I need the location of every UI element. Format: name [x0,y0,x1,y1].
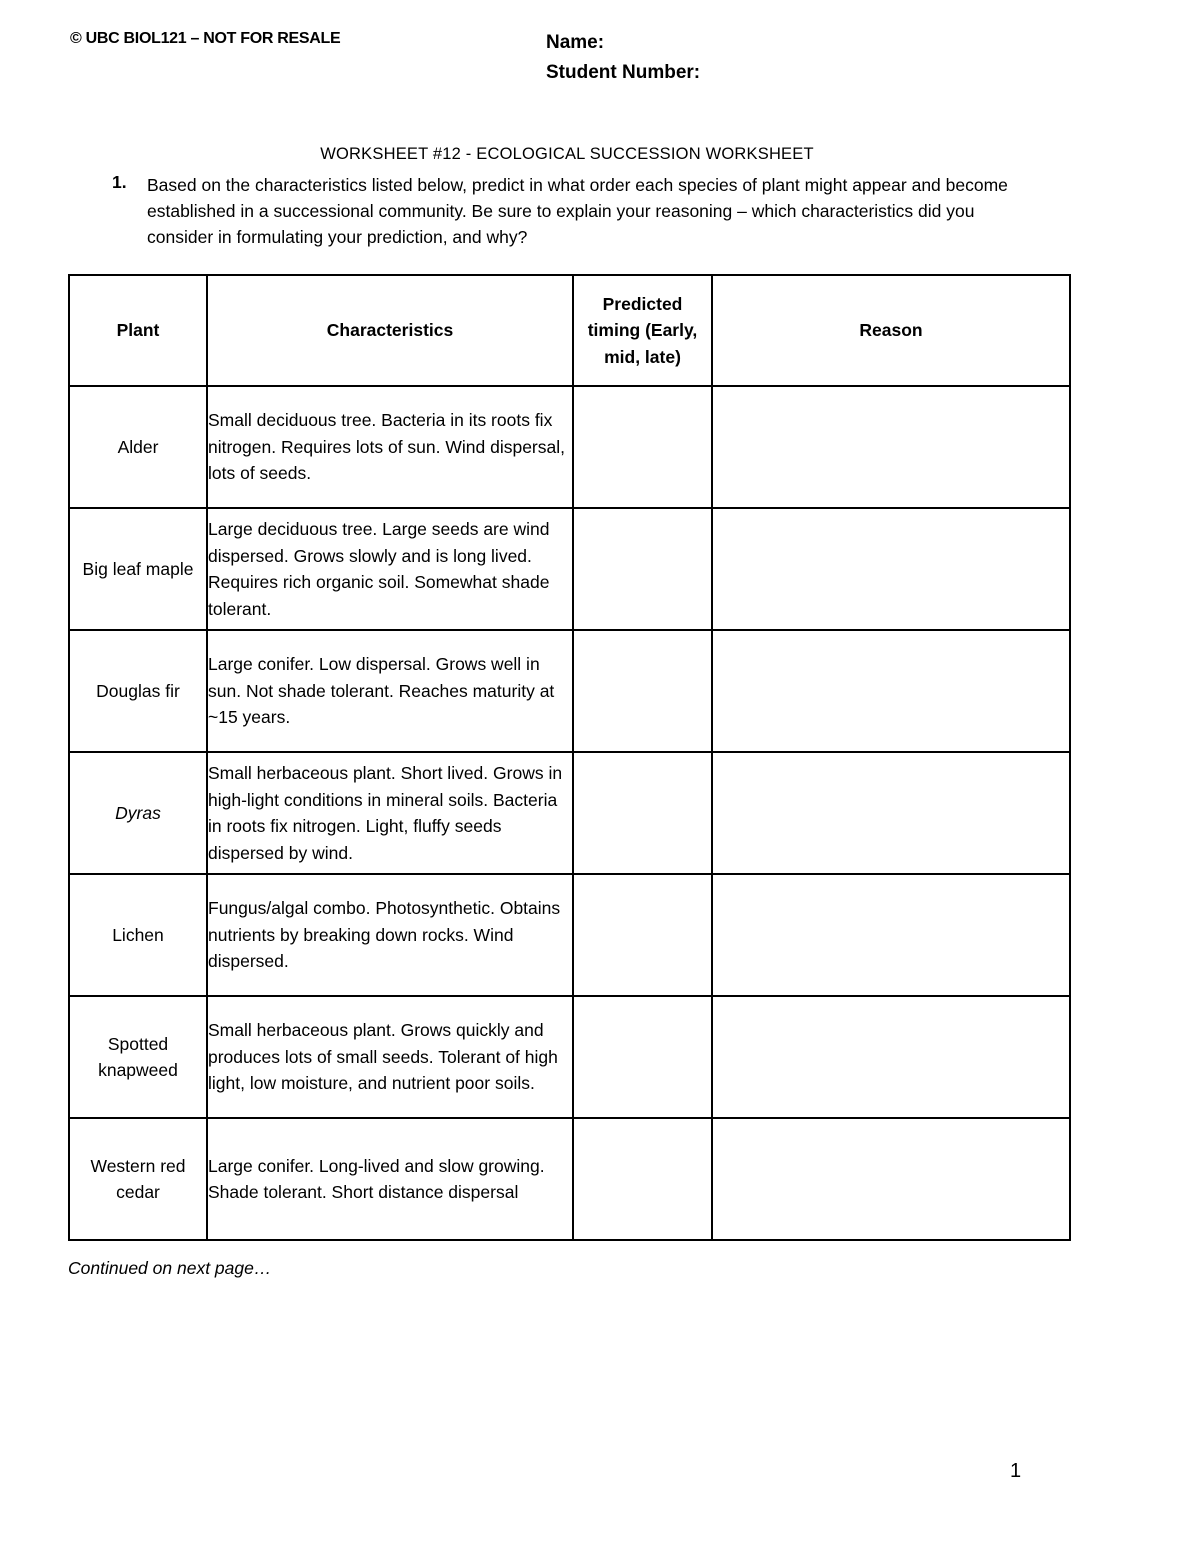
plant-name: Western red cedar [69,1118,207,1240]
plant-characteristics: Small herbaceous plant. Short lived. Grows in high-light conditions in mineral soils. Bacteria in roots fix nitrogen. Light, fluffy seeds dispersed by wind. [207,752,573,874]
plant-name: Dyras [69,752,207,874]
header-predicted-timing: Predicted timing (Early, mid, late) [573,275,712,386]
student-number-label: Student Number: [546,62,701,83]
plant-characteristics: Small deciduous tree. Bacteria in its roots fix nitrogen. Requires lots of sun. Wind dispersal, lots of seeds. [207,386,573,508]
name-label: Name: [546,32,605,53]
table-row [69,508,1070,630]
table-row [69,386,1070,508]
reason-answer-cell[interactable] [712,752,1070,874]
reason-answer-cell[interactable] [712,996,1070,1118]
reason-answer-cell[interactable] [712,508,1070,630]
reason-answer-cell[interactable] [712,630,1070,752]
plant-characteristics: Large conifer. Long-lived and slow growing. Shade tolerant. Short distance dispersal [207,1118,573,1240]
reason-answer-cell[interactable] [712,386,1070,508]
header-reason: Reason [712,275,1070,386]
plant-name: Big leaf maple [69,508,207,630]
plant-name: Douglas fir [69,630,207,752]
reason-answer-cell[interactable] [712,1118,1070,1240]
timing-answer-cell[interactable] [573,874,712,996]
table-row [69,996,1070,1118]
plant-name: Alder [69,386,207,508]
plant-name: Lichen [69,874,207,996]
timing-answer-cell[interactable] [573,1118,712,1240]
table-row [69,752,1070,874]
table-header-row [69,275,1070,386]
reason-answer-cell[interactable] [712,874,1070,996]
plant-characteristics: Fungus/algal combo. Photosynthetic. Obtains nutrients by breaking down rocks. Wind dispersed. [207,874,573,996]
plant-name: Spotted knapweed [69,996,207,1118]
plant-characteristics: Small herbaceous plant. Grows quickly and produces lots of small seeds. Tolerant of high light, low moisture, and nutrient poor soils. [207,996,573,1118]
timing-answer-cell[interactable] [573,508,712,630]
table-row [69,630,1070,752]
timing-answer-cell[interactable] [573,752,712,874]
page-number: 1 [1010,1460,1022,1482]
timing-answer-cell[interactable] [573,996,712,1118]
copyright-notice: © UBC BIOL121 – NOT FOR RESALE [70,30,341,47]
succession-table [68,274,1071,1241]
worksheet-title: WORKSHEET #12 - ECOLOGICAL SUCCESSION WORKSHEET [320,145,814,163]
plant-characteristics: Large deciduous tree. Large seeds are wind dispersed. Grows slowly and is long lived. Requires rich organic soil. Somewhat shade tolerant. [207,508,573,630]
question-text: Based on the characteristics listed below, predict in what order each species of plant might appear and become established in a successional community. Be sure to explain your reasoning – which characteristics did you consider in formulating your prediction, and why? [147,175,1008,247]
plant-characteristics: Large conifer. Low dispersal. Grows well in sun. Not shade tolerant. Reaches maturity at ~15 years. [207,630,573,752]
timing-answer-cell[interactable] [573,630,712,752]
continued-note: Continued on next page… [68,1258,272,1278]
table-row [69,1118,1070,1240]
timing-answer-cell[interactable] [573,386,712,508]
question-number: 1. [112,172,127,192]
table-row [69,874,1070,996]
header-plant: Plant [69,275,207,386]
header-characteristics: Characteristics [207,275,573,386]
